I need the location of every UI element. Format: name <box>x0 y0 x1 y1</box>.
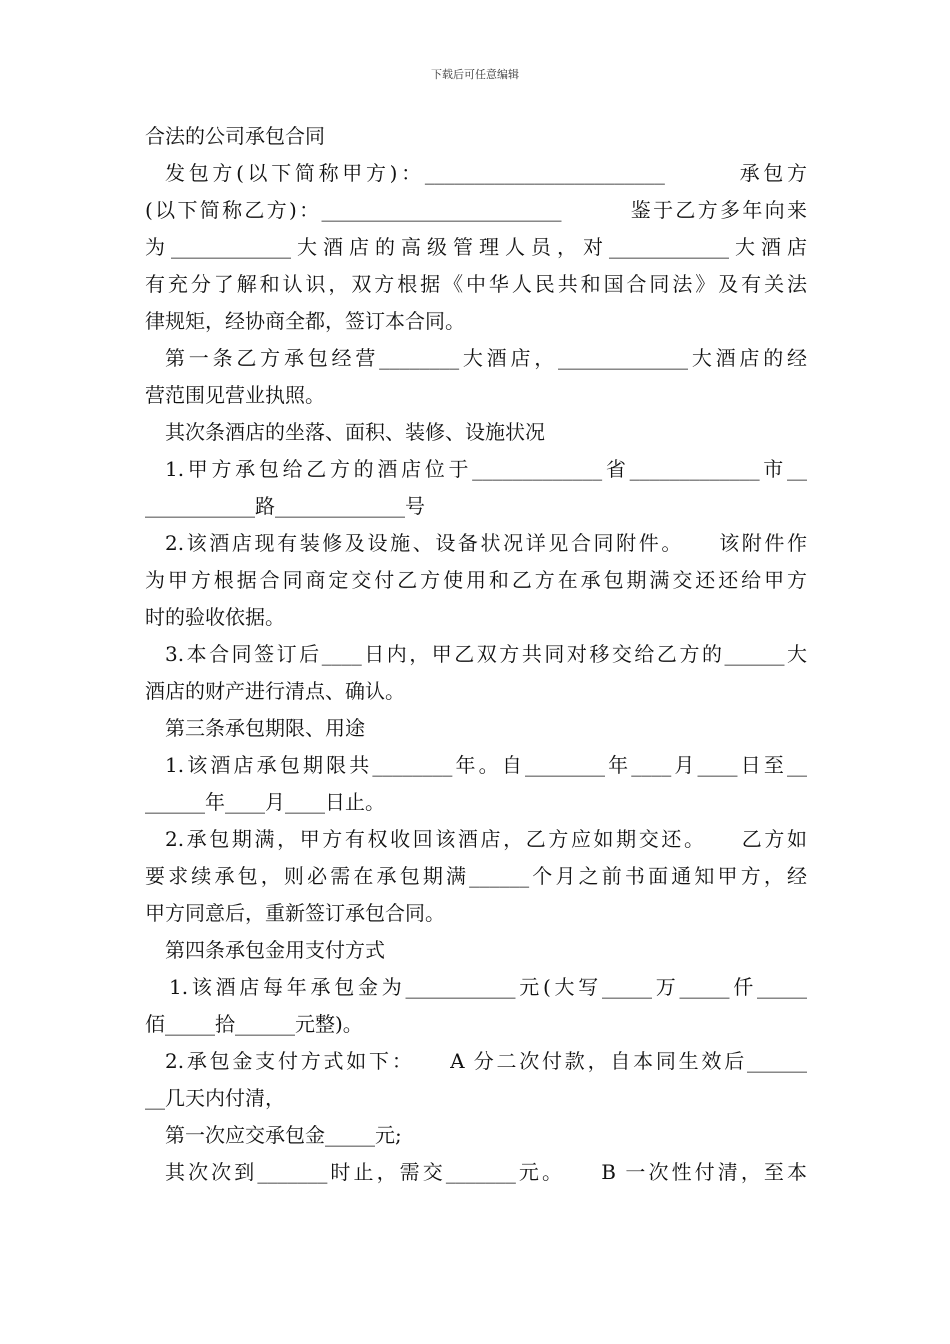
text-line: 要求续承包，则必需在承包期满______个月之前书面通知甲方，经 <box>145 864 807 888</box>
text-line: 合法的公司承包合同 <box>145 124 325 148</box>
text-line: 营范围见营业执照。 <box>145 383 325 407</box>
text-line: ______年____月____日止。 <box>145 790 385 814</box>
text-line: 2.承包期满，甲方有权收回该酒店，乙方应如期交还。 乙方如 <box>165 827 807 851</box>
text-line: 第一次应交承包金_____元; <box>165 1123 402 1147</box>
text-line: 酒店的财产进行清点、确认。 <box>145 679 405 703</box>
text-line: 3.本合同签订后____日内，甲乙双方共同对移交给乙方的______大 <box>165 642 807 666</box>
text-line: 其次条酒店的坐落、面积、装修、设施状况 <box>165 420 545 444</box>
text-line: __几天内付清， <box>145 1086 285 1110</box>
text-line: 甲方同意后，重新签订承包合同。 <box>145 901 445 925</box>
text-line: 发包方(以下简称甲方)：________________________ 承包方 <box>165 161 807 185</box>
page-header: 下载后可任意编辑 <box>431 68 519 81</box>
text-line: 第一条乙方承包经营________大酒店，_____________大酒店的经 <box>165 346 807 370</box>
text-line: ___________路_____________号 <box>145 494 425 518</box>
document-body <box>145 118 807 1191</box>
text-line: 时的验收依据。 <box>145 605 285 629</box>
text-line: (以下简称乙方)：________________________ 鉴于乙方多年向来 <box>145 198 807 222</box>
text-line: 佰_____拾______元整)。 <box>145 1012 363 1036</box>
text-line: 1.该酒店每年承包金为___________元(大写_____万_____仟_____ <box>169 975 807 999</box>
text-line: 2.承包金支付方式如下： A 分二次付款，自本同生效后______ <box>165 1049 807 1073</box>
text-line: 1.该酒店承包期限共________年。自________年____月____日至__ <box>165 753 807 777</box>
text-line: 为____________大酒店的高级管理人员，对____________大酒店 <box>145 235 807 259</box>
text-line: 1.甲方承包给乙方的酒店位于_____________省_____________市__ <box>165 457 807 481</box>
text-line: 律规矩，经协商全都，签订本合同。 <box>145 309 465 333</box>
text-line: 其次次到_______时止，需交_______元。 B 一次性付清，至本 <box>165 1160 807 1184</box>
text-line: 第四条承包金用支付方式 <box>165 938 385 962</box>
text-line: 第三条承包期限、用途 <box>165 716 365 740</box>
text-line: 2.该酒店现有装修及设施、设备状况详见合同附件。 该附件作 <box>165 531 807 555</box>
text-line: 有充分了解和认识，双方根据《中华人民共和国合同法》及有关法 <box>145 272 807 296</box>
text-line: 为甲方根据合同商定交付乙方使用和乙方在承包期满交还还给甲方 <box>145 568 807 592</box>
